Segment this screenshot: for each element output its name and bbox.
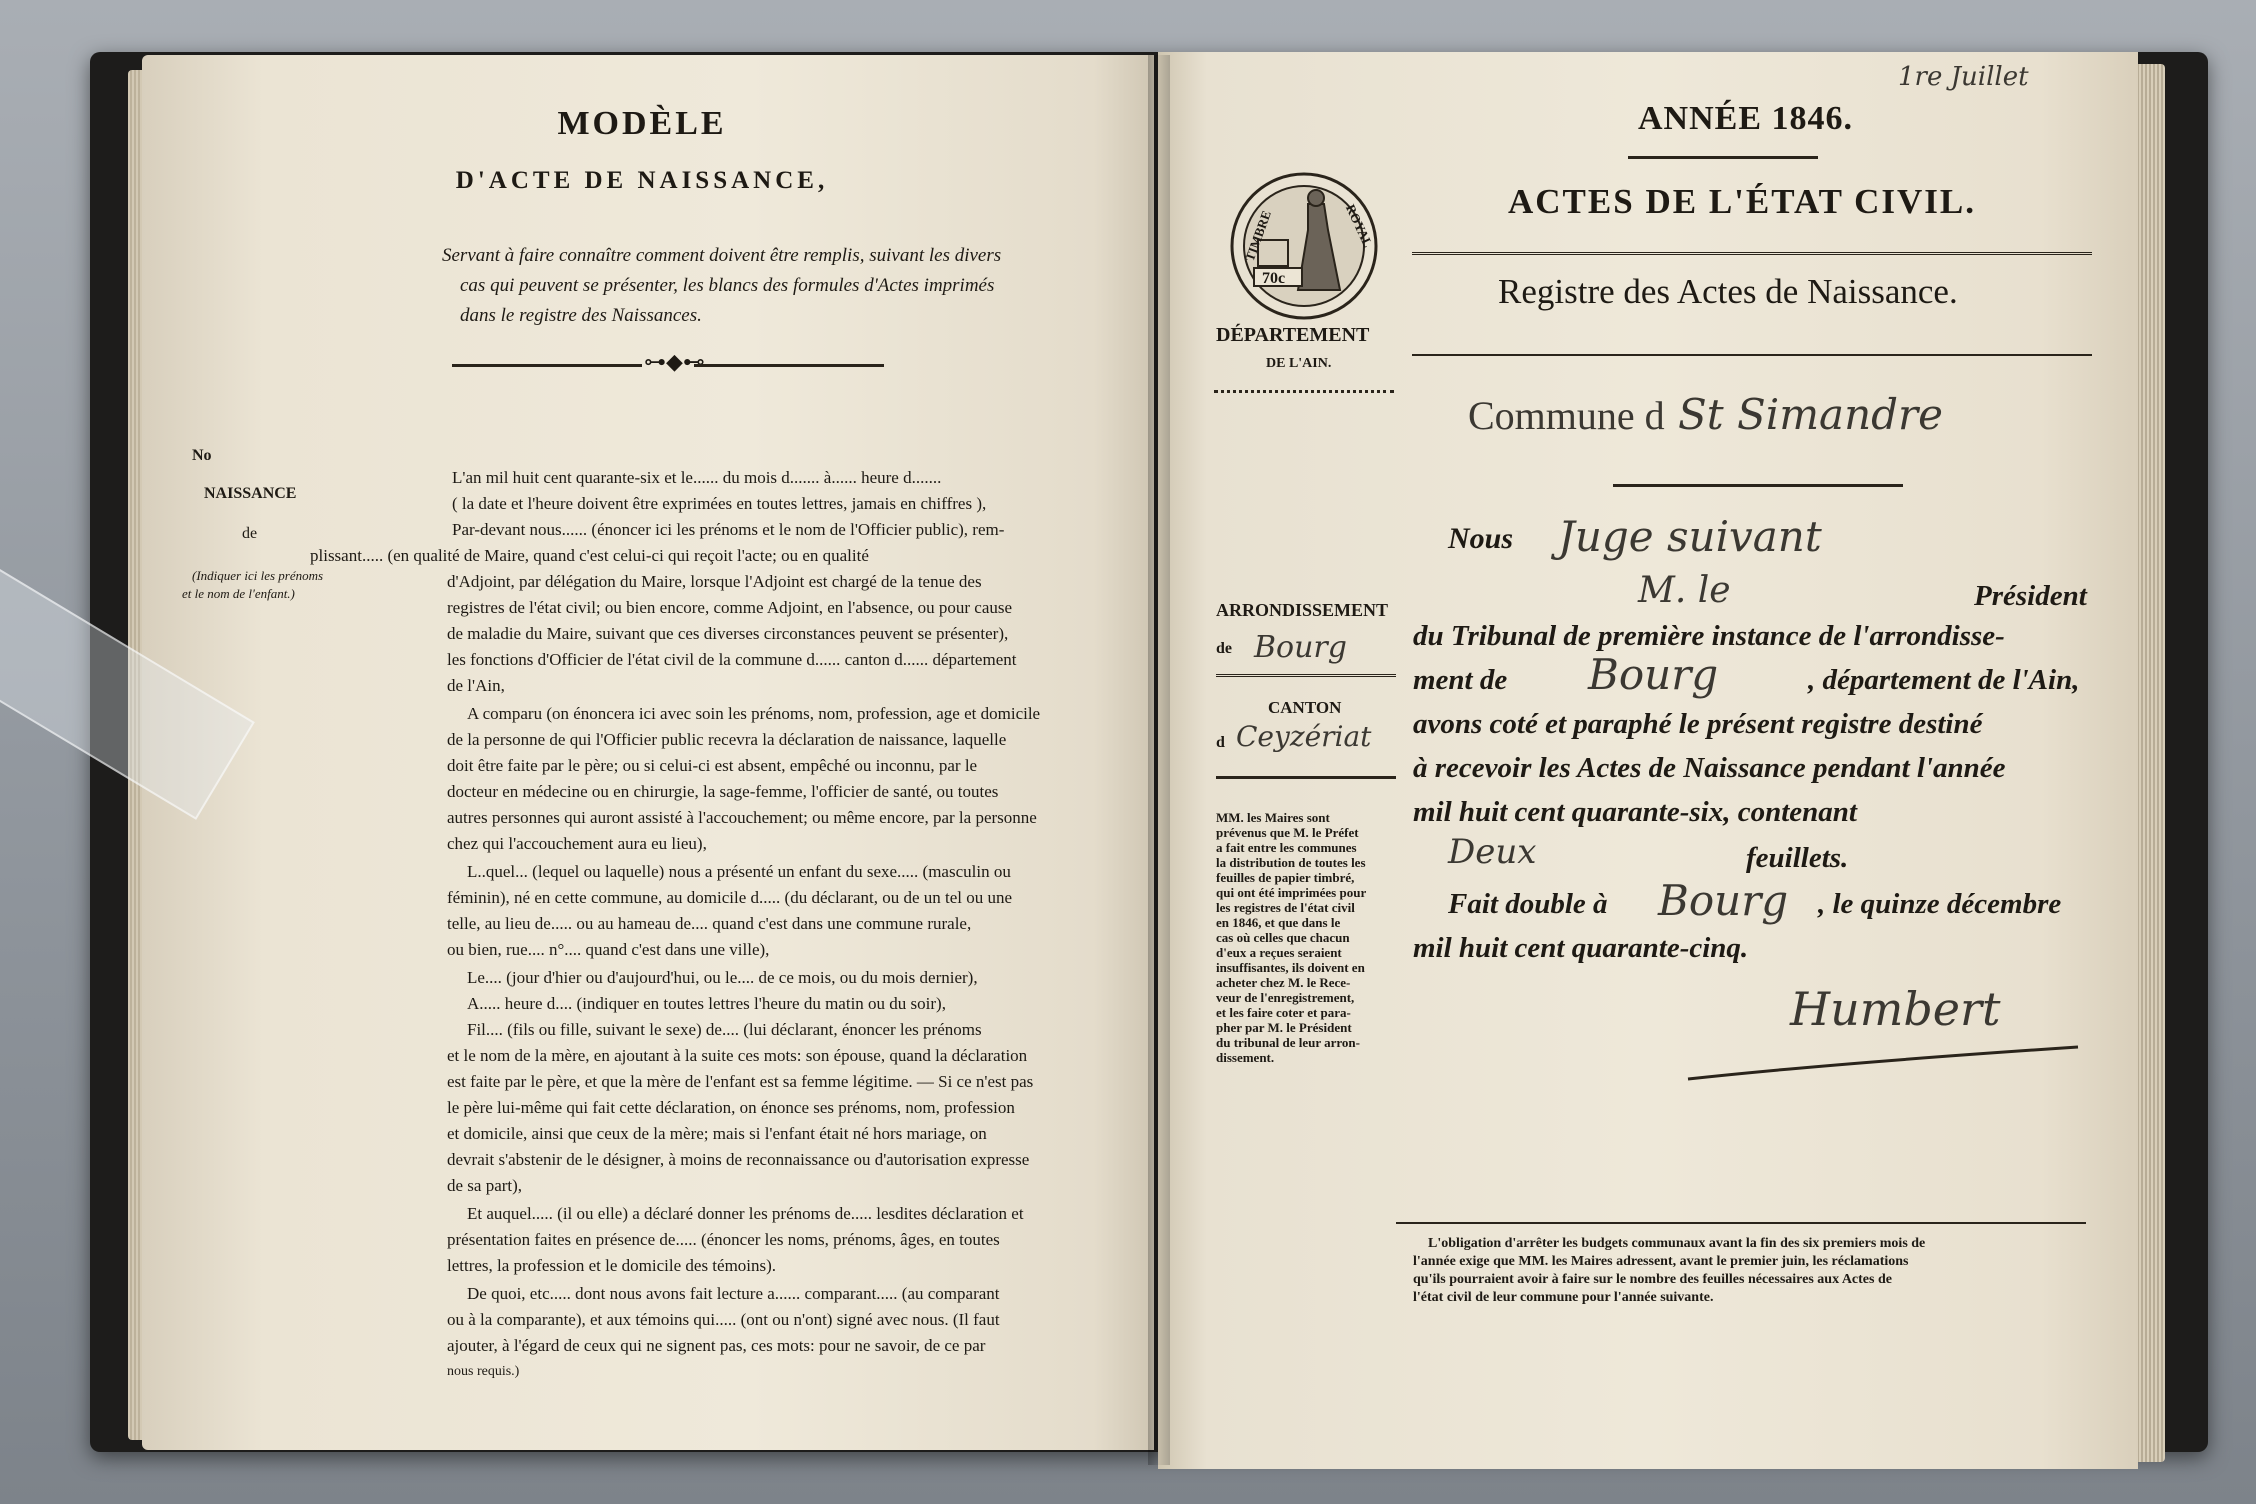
canton-de: d [1216,734,1225,751]
body-line: registres de l'état civil; ou bien encore, comme Adjoint, en l'absence, ou pour cause [447,598,1013,617]
stamp-value: 70c [1262,270,1286,287]
body-line: plissant..... (en qualité de Maire, quand c'est celui-ci qui reçoit l'acte; ou en qualité [310,546,869,565]
notice-line: dissement. [1216,1050,1275,1065]
body-line: docteur en médecine ou en chirurgie, la sage-femme, l'officier de santé, ou toutes [447,782,999,801]
body-line: lettres, la profession et le domicile des témoins). [447,1256,777,1275]
tribunal-line: du Tribunal de première instance de l'arrondisse- [1413,620,2005,652]
body-line: nous requis.) [447,1364,520,1379]
body-line: Par-devant nous...... (énoncer ici les prénoms et le nom de l'Officier public), rem- [452,520,1005,539]
canton-name: Ceyzériat [1236,720,1372,753]
body-line: et le nom de la mère, en ajoutant à la suite ces mots: son épouse, quand la déclaration [447,1046,1028,1065]
body-line: ou à la comparante), et aux témoins qui..... (ont ou n'ont) signé avec nous. (Il faut [447,1310,1000,1329]
year-ornament [1628,156,1818,159]
body-line: A comparu (on énoncera ici avec soin les prénoms, nom, profession, age et domicile [467,704,1041,723]
body-line: et domicile, ainsi que ceux de la mère; mais si l'enfant était né hors mariage, on [447,1124,987,1143]
footer-line: qu'ils pourraient avoir à faire sur le nombre des feuilles nécessaires aux Actes de [1413,1272,1892,1287]
commune-name: St Simandre [1678,390,1943,439]
notice-line: en 1846, et que dans le [1216,915,1341,930]
notice-line: a fait entre les communes [1216,840,1357,855]
margin-note-2: et le nom de l'enfant.) [182,586,295,601]
feuillets-handwriting: Deux [1448,832,1537,872]
recevoir-line: à recevoir les Actes de Naissance pendant l'année [1413,752,2006,784]
stamp-left-label: TIMBRE [1241,208,1274,264]
body-line: devrait s'abstenir de le désigner, à moins de reconnaissance ou d'autorisation expresse [447,1150,1030,1169]
body-line: de la personne de qui l'Officier public recevra la déclaration de naissance, laquelle [447,730,1007,749]
de-l-ain-label: DE L'AIN. [1266,356,1332,371]
arrondissement-de: de [1216,640,1232,657]
ment-de-name: Bourg [1588,650,1719,699]
year-heading: ANNÉE 1846. [1638,100,1854,137]
footer-line: l'état civil de leur commune pour l'année suivante. [1413,1290,1714,1305]
arrondissement-label: ARRONDISSEMENT [1216,600,1389,620]
ornament-center-icon: ⊶◆⊷ [644,349,705,374]
notice-line: insuffisantes, ils doivent en [1216,960,1365,975]
body-line: féminin), né en cette commune, au domicile d..... (du déclarant, ou de un tel ou une [447,888,1013,907]
departement-ain-line: , département de l'Ain, [1808,664,2080,696]
notice-line: cas où celles que chacun [1216,930,1350,945]
margin-note-1: (Indiquer ici les prénoms [192,568,324,583]
body-line: doit être faite par le père; ou si celui-ci est absent, empêché ou inconnu, par le [447,756,978,775]
body-line: ajouter, à l'égard de ceux qui ne signent pas, ces mots: pour ne savoir, de ce par [447,1336,986,1355]
canton-label: CANTON [1268,698,1342,717]
fait-double-place: Bourg [1658,876,1789,925]
intro-line-2: cas qui peuvent se présenter, les blancs des formules d'Actes imprimés [460,275,995,296]
body-line: L..quel... (lequel ou laquelle) nous a présenté un enfant du sexe..... (masculin ou [467,862,1011,881]
body-line: les fonctions d'Officier de l'état civil de la commune d...... canton d...... département [447,650,1017,669]
notice-line: prévenus que M. le Préfet [1216,825,1359,840]
body-line: Fil.... (fils ou fille, suivant le sexe) de.... (lui déclarant, énoncer les prénoms [467,1020,982,1039]
intro-line-3: dans le registre des Naissances. [460,305,702,326]
model-title: MODÈLE [557,105,727,142]
ornament-right [694,364,884,367]
nous-handwriting-2: M. le [1638,570,1731,611]
mil-cinq-line: mil huit cent quarante-cinq. [1413,932,1749,964]
body-line: le père lui-même qui fait cette déclaration, on énonce ses prénoms, nom, profession [447,1098,1015,1117]
stamp-right-label: ROYAL [1342,201,1376,250]
mil-line: mil huit cent quarante-six, contenant [1413,796,1857,828]
departement-rule [1214,390,1394,393]
arrondissement-rule [1216,674,1396,677]
body-line: ( la date et l'heure doivent être exprimées en toutes lettres, jamais en chiffres ), [452,494,987,513]
departement-label: DÉPARTEMENT [1216,324,1370,346]
body-line: A..... heure d.... (indiquer en toutes lettres l'heure du matin ou du soir), [467,994,946,1013]
body-line: Le.... (jour d'hier ou d'aujourd'hui, ou le.... de ce mois, ou du mois dernier), [467,968,978,987]
ornament-left [452,364,642,367]
notice-line: veur de l'enregistrement, [1216,990,1355,1005]
acts-heading: ACTES DE L'ÉTAT CIVIL. [1508,182,1977,221]
register-title: Registre des Actes de Naissance. [1498,272,1958,311]
notice-line: d'eux a reçues seraient [1216,945,1342,960]
nous-handwriting: Juge suivant [1558,512,1822,561]
arrondissement-name: Bourg [1254,630,1347,665]
fait-double-label: Fait double à [1448,888,1608,920]
notice-line: acheter chez M. le Rece- [1216,975,1351,990]
body-line: L'an mil huit cent quarante-six et le...... du mois d....... à...... heure d....... [452,468,942,487]
commune-ornament [1613,484,1903,487]
corner-note: 1re Juillet [1898,62,2029,92]
commune-label: Commune d [1468,393,1665,438]
nous-label: Nous [1448,522,1514,555]
signature: Humbert [1790,982,2001,1036]
president-label: Président [1974,580,2087,612]
notice-line: MM. les Maires sont [1216,810,1330,825]
ment-de-label: ment de [1413,664,1508,696]
notice-line: les registres de l'état civil [1216,900,1355,915]
canton-rule [1216,776,1396,779]
footer-line: l'année exige que MM. les Maires adressent, avant le premier juin, les réclamations [1413,1254,1909,1269]
register-rule [1412,354,2092,356]
margin-no: No [192,447,212,464]
right-page-edges [2135,64,2165,1462]
model-subtitle: D'ACTE DE NAISSANCE, [455,167,829,194]
body-line: de l'Ain, [447,676,505,695]
fait-double-date: , le quinze décembre [1818,888,2062,920]
footer-rule [1396,1222,2086,1224]
heading-rule [1412,252,2092,255]
footer-line: L'obligation d'arrêter les budgets communaux avant la fin des six premiers mois de [1428,1236,1926,1251]
body-line: ou bien, rue.... n°.... quand c'est dans une ville), [447,940,770,959]
notice-line: la distribution de toutes les [1216,855,1366,870]
body-line: de sa part), [447,1176,523,1195]
body-line: autres personnes qui auront assisté à l'accouchement; ou même encore, par la personne [447,808,1037,827]
left-page [142,55,1154,1450]
intro-line-1: Servant à faire connaître comment doivent être remplis, suivant les divers [442,245,1002,266]
book-gutter [1148,55,1170,1465]
body-line: présentation faites en présence de..... (énoncer les noms, prénoms, âges, en toutes [447,1230,1000,1249]
signature-flourish-icon [1678,1027,2088,1087]
body-line: de maladie du Maire, suivant que ces diverses circonstances peuvent se présenter), [447,624,1009,643]
right-page [1158,52,2138,1469]
body-line: d'Adjoint, par délégation du Maire, lorsque l'Adjoint est chargé de la tenue des [447,572,982,591]
body-line: telle, au lieu de..... ou au hameau de.... quand c'est dans une commune rurale, [447,914,972,933]
body-line: Et auquel..... (il ou elle) a déclaré donner les prénoms de..... lesdites déclaration et [467,1204,1024,1223]
margin-de: de [242,525,258,542]
body-line: est faite par le père, et que la mère de l'enfant est sa femme légitime. — Si ce n'est pas [447,1072,1034,1091]
feuillets-label: feuillets. [1746,842,1849,874]
notice-line: et les faire coter et para- [1216,1005,1351,1020]
notice-line: qui ont été imprimées pour [1216,885,1367,900]
notice-line: feuilles de papier timbré, [1216,870,1355,885]
body-line: De quoi, etc..... dont nous avons fait lecture a...... comparant..... (au comparant [467,1284,1000,1303]
notice-line: du tribunal de leur arron- [1216,1035,1360,1050]
body-line: chez qui l'accouchement aura eu lieu), [447,834,707,853]
notice-line: pher par M. le Président [1216,1020,1352,1035]
avons-line: avons coté et paraphé le présent registre destiné [1413,708,1983,740]
margin-naissance: NAISSANCE [204,485,297,502]
